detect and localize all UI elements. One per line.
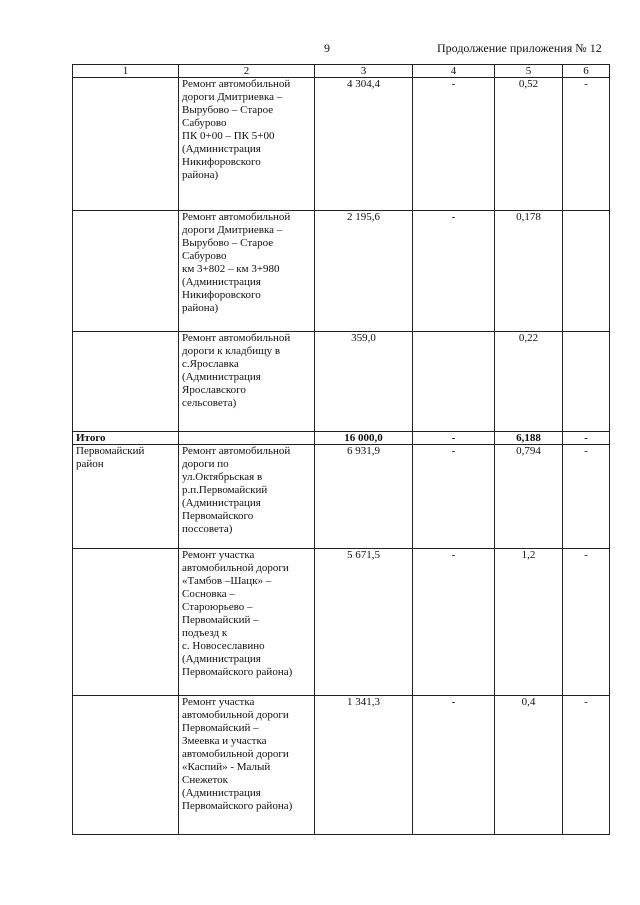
total-length: 6,188 (495, 432, 563, 445)
col6-cell (563, 332, 610, 432)
roads-table (72, 64, 610, 835)
district-cell (73, 549, 179, 696)
length-cell: 0,178 (495, 211, 563, 332)
description-cell: Ремонт автомобильной дороги по ул.Октябрьская в р.п.Первомайский (Администрация Первомайского поссовета) (179, 445, 315, 549)
col6-cell: - (563, 445, 610, 549)
amount-cell: 5 671,5 (315, 549, 413, 696)
district-cell (73, 332, 179, 432)
table-row (73, 696, 610, 835)
total-col4: - (413, 432, 495, 445)
col4-cell: - (413, 549, 495, 696)
column-header: 6 (563, 65, 610, 78)
col4-cell: - (413, 696, 495, 835)
district-cell (73, 696, 179, 835)
column-header: 5 (495, 65, 563, 78)
table-row (73, 549, 610, 696)
table-row (73, 332, 610, 432)
column-number-row (73, 65, 610, 78)
page-number: 9 (324, 41, 330, 55)
column-header: 4 (413, 65, 495, 78)
col6-cell (563, 211, 610, 332)
district-cell (73, 78, 179, 211)
column-header: 1 (73, 65, 179, 78)
col4-cell (413, 332, 495, 432)
length-cell: 0,794 (495, 445, 563, 549)
description-cell: Ремонт автомобильной дороги Дмитриевка – Вырубово – Старое Сабурово ПК 0+00 – ПК 5+00 (Администрация Никифоровского района) (179, 78, 315, 211)
amount-cell: 1 341,3 (315, 696, 413, 835)
col6-cell: - (563, 696, 610, 835)
column-header: 3 (315, 65, 413, 78)
length-cell: 1,2 (495, 549, 563, 696)
amount-cell: 2 195,6 (315, 211, 413, 332)
table-row (73, 78, 610, 211)
col6-cell: - (563, 78, 610, 211)
total-row (73, 432, 610, 445)
district-cell (73, 211, 179, 332)
table-row (73, 445, 610, 549)
col6-cell: - (563, 549, 610, 696)
total-amount: 16 000,0 (315, 432, 413, 445)
col4-cell: - (413, 78, 495, 211)
district-cell: Первомайский район (73, 445, 179, 549)
length-cell: 0,22 (495, 332, 563, 432)
appendix-label: Продолжение приложения № 12 (437, 41, 602, 55)
description-cell: Ремонт участка автомобильной дороги «Тамбов –Шацк» – Сосновка – Староюрьево – Первомайский – подъезд к с. Новосеславино (Администрация Первомайского района) (179, 549, 315, 696)
amount-cell: 6 931,9 (315, 445, 413, 549)
total-label: Итого (73, 432, 179, 445)
description-cell: Ремонт участка автомобильной дороги Первомайский – Змеевка и участка автомобильной дороги «Каспий» - Малый Снежеток (Администрация Первомайского района) (179, 696, 315, 835)
amount-cell: 4 304,4 (315, 78, 413, 211)
column-header: 2 (179, 65, 315, 78)
length-cell: 0,4 (495, 696, 563, 835)
length-cell: 0,52 (495, 78, 563, 211)
total-empty (179, 432, 315, 445)
amount-cell: 359,0 (315, 332, 413, 432)
table-row (73, 211, 610, 332)
description-cell: Ремонт автомобильной дороги к кладбищу в с.Ярославка (Администрация Ярославского сельсовета) (179, 332, 315, 432)
description-cell: Ремонт автомобильной дороги Дмитриевка – Вырубово – Старое Сабурово км 3+802 – км 3+980 (Администрация Никифоровского района) (179, 211, 315, 332)
col4-cell: - (413, 445, 495, 549)
col4-cell: - (413, 211, 495, 332)
total-col6: - (563, 432, 610, 445)
